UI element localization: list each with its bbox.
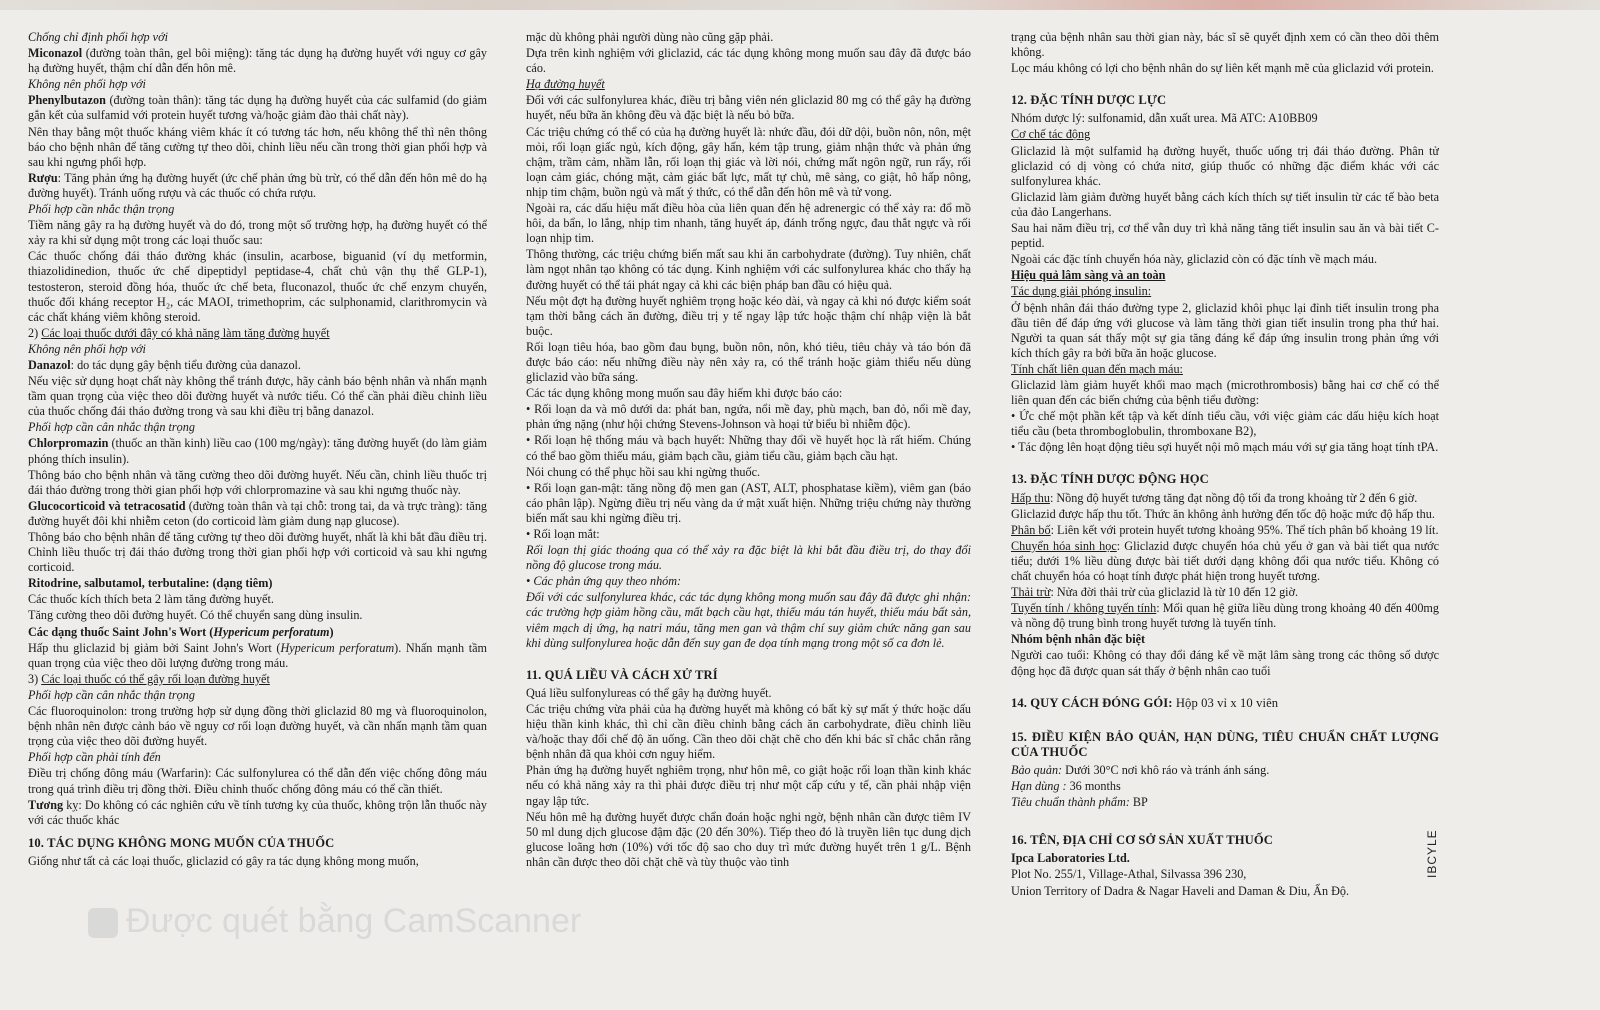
paragraph: Rối loạn tiêu hóa, bao gồm đau bụng, buồn nôn, nôn, khó tiêu, tiêu chảy và táo bón đã được báo cáo: nếu những điều này nên xảy ra, có thể tránh hoặc giảm thiểu nếu dùng gliclazid vào bữa sáng. <box>526 339 971 385</box>
paragraph: Các thuốc chống đái tháo đường khác (insulin, acarbose, biguanid (ví dụ metformin, thiazolidinedion, thuốc ức chế dipeptidyl peptidase-4, chất chủ vận thụ thể GLP-1), testosteron, steroid đồng hóa, thuốc ức chế beta, fluconazol, thuốc ức chế enzym chuyển, thuốc đối kháng receptor H₂, các MAOI, trimethoprim, các sulphonamid, clarithromycin và các chất kháng viêm không steroid. <box>28 249 487 324</box>
paragraph: Tăng cường theo dõi đường huyết. Có thể chuyển sang dùng insulin. <box>28 608 363 623</box>
paragraph: Thông báo cho bệnh nhân để tăng cường tự theo dõi đường huyết, nhất là khi bắt đầu điều trị. Chỉnh liều thuốc trị đái tháo đường trong thời gian phối hợp với corticoid và sau khi ngưng corticoid. <box>28 530 487 575</box>
spacer <box>1011 714 1439 722</box>
paragraph: Phân bố: Liên kết với protein huyết tương khoảng 95%. Thể tích phân bố khoảng 19 lít. <box>1011 522 1439 537</box>
subheading: Tính chất liên quan đến mạch máu: <box>1011 361 1183 376</box>
address-line: Plot No. 255/1, Village-Athal, Silvassa 396 230, <box>1011 867 1247 882</box>
paragraph: Điều trị chống đông máu (Warfarin): Các sulfonylurea có thể dẫn đến việc chống đông máu trong quá trình điều trị đồng thời. Điều chỉnh thuốc chống đông máu có thể cần thiết. <box>28 766 487 796</box>
paragraph: Nhóm dược lý: sulfonamid, dẫn xuất urea. Mã ATC: A10BB09 <box>1011 111 1318 126</box>
top-edge-band <box>0 0 1600 10</box>
subheading: Tác dụng giải phóng insulin: <box>1011 284 1152 299</box>
paragraph: Nên thay bằng một thuốc kháng viêm khác ít có tương tác hơn, nếu không thể thì nên thông báo cho bệnh nhân để tăng cường tự theo dõi, chỉnh liều nếu cần trong thời gian phối hợp và sau khi ngưng phối hợp. <box>28 124 487 169</box>
paragraph: Các triệu chứng có thể có của hạ đường huyết là: nhức đầu, đói dữ dội, buồn nôn, nôn, mệt mỏi, rối loạn giấc ngủ, kích động, gây hấn, kém tập trung, giảm nhận thức và phản ứng chậm, trầm cảm, nhầm lẫn, rối loạn thị giác và lời nói, chứng mất ngôn ngữ, run rẩy, rối loạn cảm giác, chóng mặt, cảm giác bất lực, mất tự chủ, mê sảng, co giật, hô hấp nông, nhịp tim chậm, buồn ngủ và mất ý thức, có thể dẫn đến hôn mê và tử vong. <box>526 124 971 199</box>
spacer <box>526 652 971 660</box>
bullet-item: • Rối loạn mắt: <box>526 527 600 541</box>
column-2 <box>526 30 971 996</box>
section-heading-13: 13. ĐẶC TÍNH DƯỢC ĐỘNG HỌC <box>1011 472 1209 487</box>
paragraph: Các thuốc kích thích beta 2 làm tăng đường huyết. <box>28 592 274 607</box>
paragraph: Thông báo cho bệnh nhân và tăng cường theo dõi đường huyết. Nếu cần, chỉnh liều thuốc trị đái tháo đường trong thời gian phối hợp với chlorpromazine và sau khi ngưng thuốc này. <box>28 467 487 497</box>
paragraph: Bảo quản: Dưới 30°C nơi khô ráo và tránh ánh sáng. <box>1011 762 1270 777</box>
column-1 <box>28 30 487 996</box>
paragraph: Tiềm năng gây ra hạ đường huyết và do đó, trong một số trường hợp, hạ đường huyết có thể xảy ra khi sử dụng một trong các loại thuốc sau: <box>28 218 487 248</box>
spacer <box>1011 680 1439 688</box>
column-3 <box>1011 30 1439 996</box>
bullet-item: • Rối loạn hệ thống máu và bạch huyết: Những thay đổi về huyết học là rất hiếm. Chúng có thể bao gồm thiếu máu, giảm bạch cầu, giảm tiểu cầu, giảm bạch cầu hạt. <box>526 433 971 463</box>
paragraph: mặc dù không phải người dùng nào cũng gặp phải. <box>526 30 774 44</box>
paragraph: Miconazol (đường toàn thân, gel bôi miệng): tăng tác dụng hạ đường huyết với nguy cơ gây hạ đường huyết, thậm chí dẫn đến hôn mê. <box>28 46 487 76</box>
bullet-item: • Rối loạn gan-mật: tăng nồng độ men gan (AST, ALT, phosphatase kiềm), viêm gan (báo cáo phân lập). Ngừng điều trị nếu vàng da ứ mật xuất hiện. Những triệu chứng này thường biến mất sau khi ngừng điều trị. <box>526 480 971 525</box>
bullet-item: • Rối loạn da và mô dưới da: phát ban, ngứa, nổi mề đay, phù mạch, ban đỏ, nổi mề đay, phản ứng nặng (như hội chứng Stevens-Johnson và hoại tử biểu bì nhiễm độc). <box>526 402 971 432</box>
paragraph: Sau hai năm điều trị, cơ thể vẫn duy trì khả năng tăng tiết insulin sau ăn và bài tiết C-peptid. <box>1011 221 1439 251</box>
subheading: Nhóm bệnh nhân đặc biệt <box>1011 632 1146 647</box>
paragraph: Đối với các sulfonylurea khác, các tác dụng không mong muốn sau đây đã được ghi nhận: các trường hợp giảm hồng cầu, mất bạch cầu hạt, thiếu máu tán huyết, thiếu máu bất sản, viêm mạch dị ứng, hạ natri máu, tăng men gan và thậm chí suy giảm chức năng gan sau khi dùng sulfonylurea hoặc dẫn đến suy gan đe dọa tính mạng trong một số ca đơn lẻ. <box>526 590 971 650</box>
spacer <box>1011 456 1439 464</box>
spacer <box>1011 811 1439 825</box>
paragraph: Gliclazid được hấp thu tốt. Thức ăn không ảnh hưởng đến tốc độ hoặc mức độ hấp thu. <box>1011 506 1435 521</box>
subheading: Phối hợp cần cân nhắc thận trọng <box>28 420 195 435</box>
section-heading-15: 15. ĐIỀU KIỆN BẢO QUẢN, HẠN DÙNG, TIÊU CHUẨN CHẤT LƯỢNG CỦA THUỐC <box>1011 729 1439 759</box>
spacer <box>1011 77 1439 85</box>
paragraph: Chuyển hóa sinh học: Gliclazid được chuyển hóa chủ yếu ở gan và bài tiết qua nước tiểu; dưới 1% liều dùng được bài tiết dưới dạng không đổi qua nước tiểu. Không có chất chuyển hóa có hoạt tính được phát hiện trong huyết tương. <box>1011 538 1439 583</box>
paragraph: Hấp thu: Nồng độ huyết tương tăng đạt nồng độ tối đa trong khoảng từ 2 đến 6 giờ. <box>1011 490 1418 505</box>
paragraph: Ngoài ra, các dấu hiệu mất điều hòa của liên quan đến hệ adrenergic có thể xảy ra: đổ mồ hôi, da bẩn, lo lắng, nhịp tim nhanh, tăng huyết áp, đánh trống ngực, đau thắt ngực và rối loạn nhịp tim. <box>526 201 971 246</box>
paragraph: Rượu: Tăng phản ứng hạ đường huyết (ức chế phản ứng bù trừ, có thể dẫn đến hôn mê do hạ đường huyết). Tránh uống rượu và các thuốc có chứa rượu. <box>28 170 487 200</box>
paragraph: Gliclazid là một sulfamid hạ đường huyết, thuốc uống trị đái tháo đường. Phân tử gliclazid có dị vòng có chứa nitơ, giúp thuốc có những đặc điểm khác với các sulfonylurea khác. <box>1011 143 1439 188</box>
paragraph: Tiêu chuẩn thành phẩm: BP <box>1011 795 1148 810</box>
paragraph: Tuyến tính / không tuyến tính: Mối quan hệ giữa liều dùng trong khoảng 40 đến 400mg và nồng độ trung bình trong huyết tương là tuyến tính. <box>1011 601 1439 631</box>
numbered-heading: 3) Các loại thuốc có thể gây rối loạn đường huyết <box>28 671 270 686</box>
paragraph: Lọc máu không có lợi cho bệnh nhân do sự liên kết mạnh mẽ của gliclazid với protein. <box>1011 61 1434 76</box>
subheading: Không nên phối hợp với <box>28 341 146 356</box>
paragraph: Nếu hôn mê hạ đường huyết được chẩn đoán hoặc nghi ngờ, bệnh nhân cần được tiêm IV 50 ml dung dịch glucose đậm đặc (20 đến 30%). Tiếp theo đó là truyền liên tục dung dịch glucose loãng hơn (10%) với tốc độ sao cho duy trì mức đường huyết trên 1 g/L. Bệnh nhân cần được theo dõi chặt chẽ và tùy thuộc vào tình <box>526 809 971 869</box>
subheading: Chống chỉ định phối hợp với <box>28 30 168 44</box>
paragraph: Nói chung có thể phục hồi sau khi ngừng thuốc. <box>526 464 761 479</box>
section-heading-16: 16. TÊN, ĐỊA CHỈ CƠ SỞ SẢN XUẤT THUỐC <box>1011 833 1273 848</box>
paragraph: Hạn dùng : 36 months <box>1011 779 1121 794</box>
paragraph: Dựa trên kinh nghiệm với gliclazid, các tác dụng không mong muốn sau đây đã được báo cáo. <box>526 46 971 76</box>
paragraph: Thải trừ: Nửa đời thải trừ của gliclazid là từ 10 đến 12 giờ. <box>1011 585 1299 600</box>
paragraph: Hấp thu gliclazid bị giảm bởi Saint John's Wort (Hypericum perforatum). Nhấn mạnh tầm quan trọng của việc theo dõi lượng đường trong máu. <box>28 640 487 670</box>
subheading: Phối hợp cần nhắc thận trọng <box>28 202 175 217</box>
paragraph: Danazol: do tác dụng gây bệnh tiểu đường của danazol. <box>28 357 301 372</box>
paragraph: Rối loạn thị giác thoáng qua có thể xảy ra đặc biệt là khi bắt đầu điều trị, do thay đổi nồng độ glucose trong máu. <box>526 543 971 573</box>
paragraph: Gliclazid làm giảm đường huyết bằng cách kích thích sự tiết insulin từ các tế bào beta của đảo Langerhans. <box>1011 189 1439 219</box>
paragraph: Các tác dụng không mong muốn sau đây hiếm khi được báo cáo: <box>526 386 843 401</box>
paragraph: Các triệu chứng vừa phải của hạ đường huyết mà không có bất kỳ sự mất ý thức hoặc dấu hiệu thần kinh khác, thì chỉ cần điều chỉnh bằng cách ăn carbohydrate, điều chỉnh liều và/hoặc thay đổi chế độ ăn uống. Cần theo dõi chặt chẽ cho đến khi bác sĩ chắc chắn rằng bệnh nhân đã qua khỏi cơn nguy hiểm. <box>526 701 971 762</box>
paragraph: Các fluoroquinolon: trong trường hợp sử dụng đồng thời gliclazid 80 mg và fluoroquinolon, bệnh nhân nên được cảnh báo về nguy cơ rối loạn đường huyết, và cần nhấn mạnh tầm quan trọng của việc theo dõi đường huyết. <box>28 704 487 749</box>
paragraph: Tương kỵ: Do không có các nghiên cứu về tính tương kỵ của thuốc, không trộn lẫn thuốc này với các thuốc khác <box>28 797 487 827</box>
subheading: Cơ chế tác động <box>1011 127 1091 142</box>
subheading: Hiệu quả lâm sàng và an toàn <box>1011 268 1166 283</box>
section-heading-14: 14. QUY CÁCH ĐÓNG GÓI: Hộp 03 vỉ x 10 viên <box>1011 695 1279 710</box>
subheading: Không nên phối hợp với <box>28 77 146 92</box>
paragraph: Đối với các sulfonylurea khác, điều trị bằng viên nén gliclazid 80 mg có thể gây hạ đường huyết, nếu bữa ăn không đều và đặc biệt là nếu bỏ bữa. <box>526 93 971 123</box>
drug-group-heading: Ritodrine, salbutamol, terbutaline: (dạng tiêm) <box>28 576 273 591</box>
paragraph: Nếu một đợt hạ đường huyết nghiêm trọng hoặc kéo dài, và ngay cả khi nó được kiểm soát tạm thời bằng cách ăn đường, điều trị y tế ngay lập tức hoặc thậm chí nhập viện là bắt buộc. <box>526 293 971 338</box>
paragraph: Ngoài các đặc tính chuyển hóa này, gliclazid còn có đặc tính về mạch máu. <box>1011 252 1378 267</box>
section-heading-10: 10. TÁC DỤNG KHÔNG MONG MUỐN CỦA THUỐC <box>28 835 335 850</box>
paragraph: Phenylbutazon (đường toàn thân): tăng tác dụng hạ đường huyết của các sulfamid (do giảm gắn kết của sulfamid với protein huyết tương và/hoặc giảm đào thải chất này). <box>28 93 487 123</box>
paragraph: Giống như tất cả các loại thuốc, gliclazid có gây ra tác dụng không mong muốn, <box>28 853 419 868</box>
paragraph: Glucocorticoid và tetracosatid (đường toàn thân và tại chỗ: trong tai, da và trực tràng): tăng đường huyết đôi khi nhiễm ceton (do corticoid làm giảm dung nạp glucose). <box>28 498 487 528</box>
paragraph: Quá liều sulfonylureas có thể gây hạ đường huyết. <box>526 685 772 700</box>
manufacturer-name: Ipca Laboratories Ltd. <box>1011 851 1130 866</box>
drug-group-heading: Các dạng thuốc Saint John's Wort (Hypericum perforatum) <box>28 624 334 639</box>
paragraph: Gliclazid làm giảm huyết khối mao mạch (microthrombosis) bằng hai cơ chế có thể liên quan đến các biến chứng của bệnh tiểu đường: <box>1011 377 1439 408</box>
paragraph: Người cao tuổi: Không có thay đổi đáng kể về mặt lâm sàng trong các thông số dược động học đã được quan sát thấy ở bệnh nhân cao tuổi <box>1011 648 1439 678</box>
subheading: Hạ đường huyết <box>526 77 605 92</box>
paragraph: Chlorpromazin (thuốc an thần kinh) liều cao (100 mg/ngày): tăng đường huyết (do làm giảm phóng thích insulin). <box>28 436 487 466</box>
watermark-text: Được quét bằng CamScanner <box>126 902 582 940</box>
section-heading-12: 12. ĐẶC TÍNH DƯỢC LỰC <box>1011 93 1167 108</box>
section-heading-11: 11. QUÁ LIỀU VÀ CÁCH XỬ TRÍ <box>526 667 718 682</box>
paragraph: Phản ứng hạ đường huyết nghiêm trọng, như hôn mê, co giật hoặc rối loạn thần kinh khác nếu có khả năng xảy ra thì phải được điều trị như một cấp cứu y tế, cần phải nhập viện ngay lập tức. <box>526 763 971 808</box>
bullet-item: • Tác động lên hoạt động tiêu sợi huyết nội mô mạch máu với sự gia tăng hoạt tính tPA. <box>1011 440 1439 455</box>
subheading: Phối hợp cần cân nhắc thận trọng <box>28 687 195 702</box>
address-line: Union Territory of Dadra & Nagar Haveli and Daman & Diu, Ấn Độ. <box>1011 883 1350 898</box>
numbered-heading: 2) Các loại thuốc dưới đây có khả năng làm tăng đường huyết <box>28 325 330 340</box>
paragraph: Nếu việc sử dụng hoạt chất này không thể tránh được, hãy cảnh báo bệnh nhân và nhấn mạnh tầm quan trọng của việc theo dõi đường huyết và nước tiểu. Có thể cần phải điều chỉnh liều của thuốc chống đái tháo đường trong và sau khi điều trị bằng danazol. <box>28 374 487 419</box>
paragraph: trạng của bệnh nhân sau thời gian này, bác sĩ sẽ quyết định xem có cần theo dõi thêm không. <box>1011 30 1439 60</box>
bullet-item: • Ức chế một phần kết tập và kết dính tiểu cầu, với việc giảm các dấu hiệu kích hoạt tiểu cầu (beta thromboglobulin, thromboxane B2), <box>1011 409 1439 439</box>
subheading: Phối hợp cần phải tính đến <box>28 750 161 765</box>
bullet-item: • Các phản ứng quy theo nhóm: <box>526 574 682 589</box>
paragraph: Thông thường, các triệu chứng biến mất sau khi ăn carbohydrate (đường). Tuy nhiên, chất làm ngọt nhân tạo không có tác dụng. Kinh nghiệm với các sulfonylurea khác cho thấy hạ đường huyết có thể tái phát ngay cả khi các biện pháp ban đầu có hiệu quả. <box>526 247 971 292</box>
side-mark: IBCYLE <box>1425 829 1439 878</box>
paragraph: Ở bệnh nhân đái tháo đường type 2, gliclazid khôi phục lại đỉnh tiết insulin trong pha đầu tiên để đáp ứng với glucose và làm tăng thời gian tiết insulin trong pha thứ hai. Người ta quan sát thấy một sự gia tăng đáng kể đáp ứng insulin trong phản ứng với kích thích gây ra bởi bữa ăn hoặc glucose. <box>1011 300 1439 360</box>
